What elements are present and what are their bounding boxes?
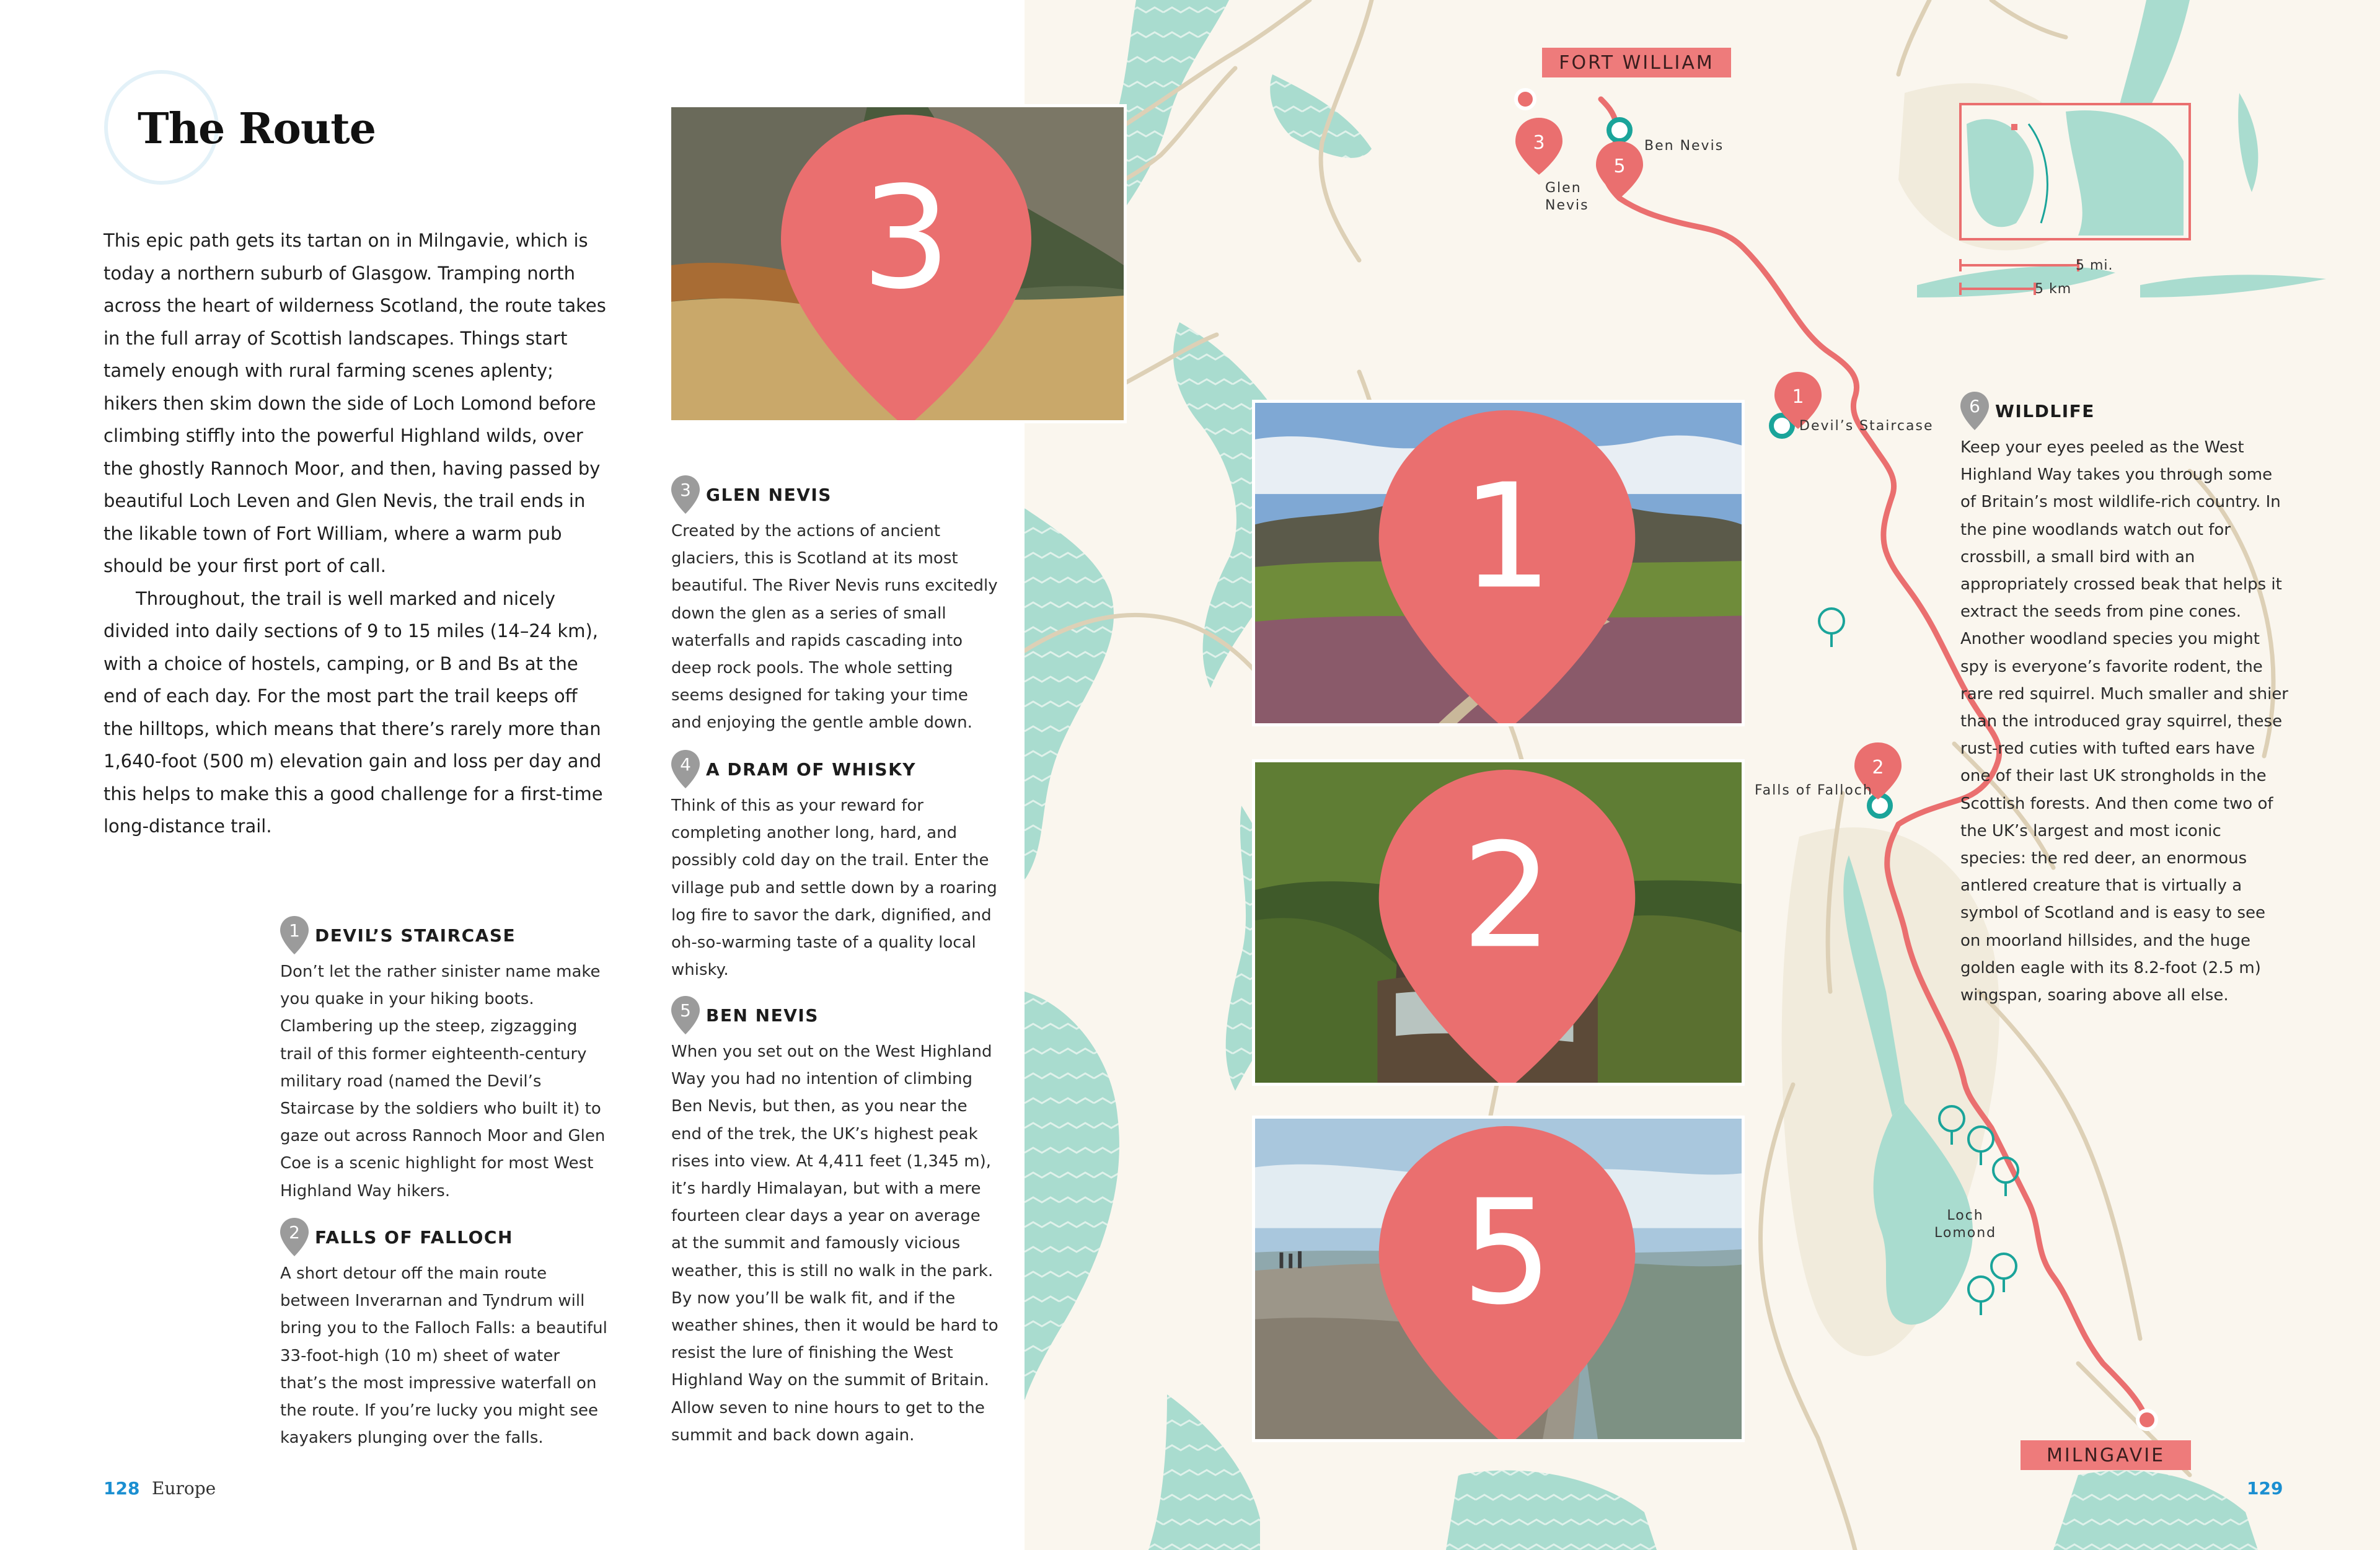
number-pin-icon <box>671 750 700 788</box>
photo-ben-nevis-number-pin <box>1264 1126 1745 1442</box>
section-title: BEN NEVIS <box>706 1005 819 1026</box>
number-pin-icon <box>671 475 700 514</box>
section-title: FALLS OF FALLOCH <box>315 1226 513 1248</box>
svg-text:3: 3 <box>680 480 691 500</box>
start-banner-milngavie: MILNGAVIE <box>2021 1440 2191 1470</box>
svg-text:1: 1 <box>1461 452 1553 621</box>
svg-text:1: 1 <box>289 920 300 941</box>
map-pin-5-label: 5 <box>1613 156 1626 177</box>
map-label-ben-nevis: Ben Nevis <box>1644 138 1724 154</box>
section-body: A short detour off the main route between Inverarnan and Tyndrum will bring you to the Falloch Falls: a beautiful 33-foot-high (10 m) sheet of water that’s the most impressive waterfall on the route. If you’re lucky you might see kayakers plunging over the falls. <box>280 1264 607 1448</box>
photo-ben-nevis-summit <box>1252 1116 1745 1442</box>
section-glen-nevis <box>671 474 1000 737</box>
map-pin-2-label: 2 <box>1872 757 1884 778</box>
section-title: WILDLIFE <box>1995 400 2095 421</box>
svg-text:4: 4 <box>680 754 691 775</box>
poi-ben-nevis-marker <box>1609 120 1630 141</box>
page-title: The Route <box>138 104 376 154</box>
svg-text:6: 6 <box>1969 396 1980 416</box>
photo-falls-of-falloch <box>1252 759 1745 1086</box>
section-ben-nevis <box>671 995 1000 1449</box>
section-body: When you set out on the West Highland Way you had no intention of climbing Ben Nevis, but then, as you near the end of the trek, the UK’s highest peak rises into view. At 4,411 feet (1,345 m), it’s hardly Himalayan, but with a mere fourteen clear days a year on average at the summit and famously vicious weather, this is still no walk in the park. By now you’ll be walk fit, and if the weather shines, then it would be hard to resist the lure of finishing the West Highland Way on the summit of Britain. Allow seven to nine hours to get to the summit and back down again. <box>671 1042 998 1445</box>
page-number-right: 129 <box>2247 1478 2283 1499</box>
locator-inset-map <box>1960 104 2190 239</box>
section-falls-of-falloch <box>280 1217 609 1451</box>
number-pin-icon <box>1960 392 1989 430</box>
scale-label-miles: 5 mi. <box>2076 258 2113 273</box>
photo-glen-nevis-waterfall <box>668 104 1127 423</box>
map-label-devils-staircase: Devil’s Staircase <box>1799 418 1934 434</box>
svg-text:5: 5 <box>680 1000 691 1021</box>
section-body: Think of this as your reward for completing another long, hard, and possibly cold day on the trail. Enter the village pub and settle down by a roaring log fire to savor the dark, dignified, and oh-so-warming taste of a quality local whisky. <box>671 796 997 980</box>
sea-loch-southwest <box>1025 992 1119 1401</box>
section-dram-of-whisky <box>671 749 1000 984</box>
map-label-loch-lomond: Loch Lomond <box>1934 1208 1997 1241</box>
map-label-glen-nevis: Glen Nevis <box>1545 180 1589 213</box>
photo-devils-staircase-number-pin <box>1264 410 1745 726</box>
page-section-label: Europe <box>152 1478 216 1499</box>
section-body: Keep your eyes peeled as the West Highland Way takes you through some of Britain’s most wildlife-rich country. In the pine woodlands watch out for crossbill, a small bird with an appropriately crossed beak that helps it extract the seeds from pine cones. Another woodland species you might spy is everyone’s favorite rodent, the rare red squirrel. Much smaller and shier than the introduced gray squirrel, these rust-red cuties with tufted ears have one of their last UK strongholds in the Scottish forests. And then come two of the UK’s largest and most iconic species: the red deer, an enormous antlered creature that is virtually a symbol of Scotland and is easy to see on moorland hillsides, and the huge golden eagle with its 8.2-foot (2.5 m) wingspan, soaring above all else. <box>1960 438 2289 1005</box>
svg-text:2: 2 <box>289 1222 300 1243</box>
intro-paragraph-1: This epic path gets its tartan on in Milngavie, which is today a northern suburb of Glasgow. Tramping north across the heart of wilderness Scotland, the route takes in the full array of Scottish landscapes. Things start tamely enough with rural farming scenes aplenty; hikers then skim down the side of Loch Lomond before climbing stiffly into the powerful Highland wilds, over the ghostly Rannoch Moor, and then, having passed by beautiful Loch Leven and Glen Nevis, the trail ends in the likable town of Fort William, where a warm pub should be your first port of call. <box>104 230 606 576</box>
intro-paragraph-2: Throughout, the trail is well marked and nicely divided into daily sections of 9 to 15 miles (14–24 km), with a choice of hostels, camping, or B and Bs at the end of each day. For the most part the trail keeps off the hilltops, which means that there’s rarely more than 1,640-foot (500 m) elevation gain and loss per day and this helps to make this a good challenge for a first-time long-distance trail. <box>104 588 603 837</box>
svg-text:3: 3 <box>861 156 951 320</box>
intro-text <box>104 224 612 843</box>
scale-label-km: 5 km <box>2035 281 2072 297</box>
svg-text:5: 5 <box>1461 1168 1553 1337</box>
sea-loch-west <box>1025 508 1114 880</box>
section-title: GLEN NEVIS <box>706 484 832 505</box>
section-devils-staircase <box>280 915 609 1205</box>
section-title: DEVIL’S STAIRCASE <box>315 925 516 946</box>
photo-devils-staircase-mountain <box>1252 400 1745 726</box>
photo-falls-number-pin <box>1264 770 1745 1086</box>
map-pin-3-label: 3 <box>1533 132 1545 154</box>
svg-text:2: 2 <box>1461 812 1553 980</box>
number-pin-icon <box>671 996 700 1034</box>
number-pin-icon <box>280 1218 309 1256</box>
number-pin-icon <box>280 916 309 954</box>
section-wildlife <box>1960 390 2289 1009</box>
section-body: Created by the actions of ancient glaciers, this is Scotland at its most beautiful. The River Nevis runs excitedly down the glen as a series of small waterfalls and rapids cascading into deep rock pools. The whole setting seems designed for taking your time and enjoying the gentle amble down. <box>671 522 998 733</box>
map-label-falls-of-falloch: Falls of Falloch <box>1755 783 1873 798</box>
end-banner-fort-william: FORT WILLIAM <box>1542 48 1731 77</box>
page-number-left: 128 <box>104 1478 140 1499</box>
section-title: A DRAM OF WHISKY <box>706 759 917 780</box>
photo-glen-nevis-number-pin <box>680 115 1127 423</box>
section-body: Don’t let the rather sinister name make you quake in your hiking boots. Clambering up the steep, zigzagging trail of this former eighteenth-century military road (named the Devil’s Staircase by the soldiers who built it) to gaze out across Rannoch Moor and Glen Coe is a scenic highlight for most West Highland Way hikers. <box>280 962 606 1200</box>
map-pin-1-label: 1 <box>1792 386 1804 408</box>
